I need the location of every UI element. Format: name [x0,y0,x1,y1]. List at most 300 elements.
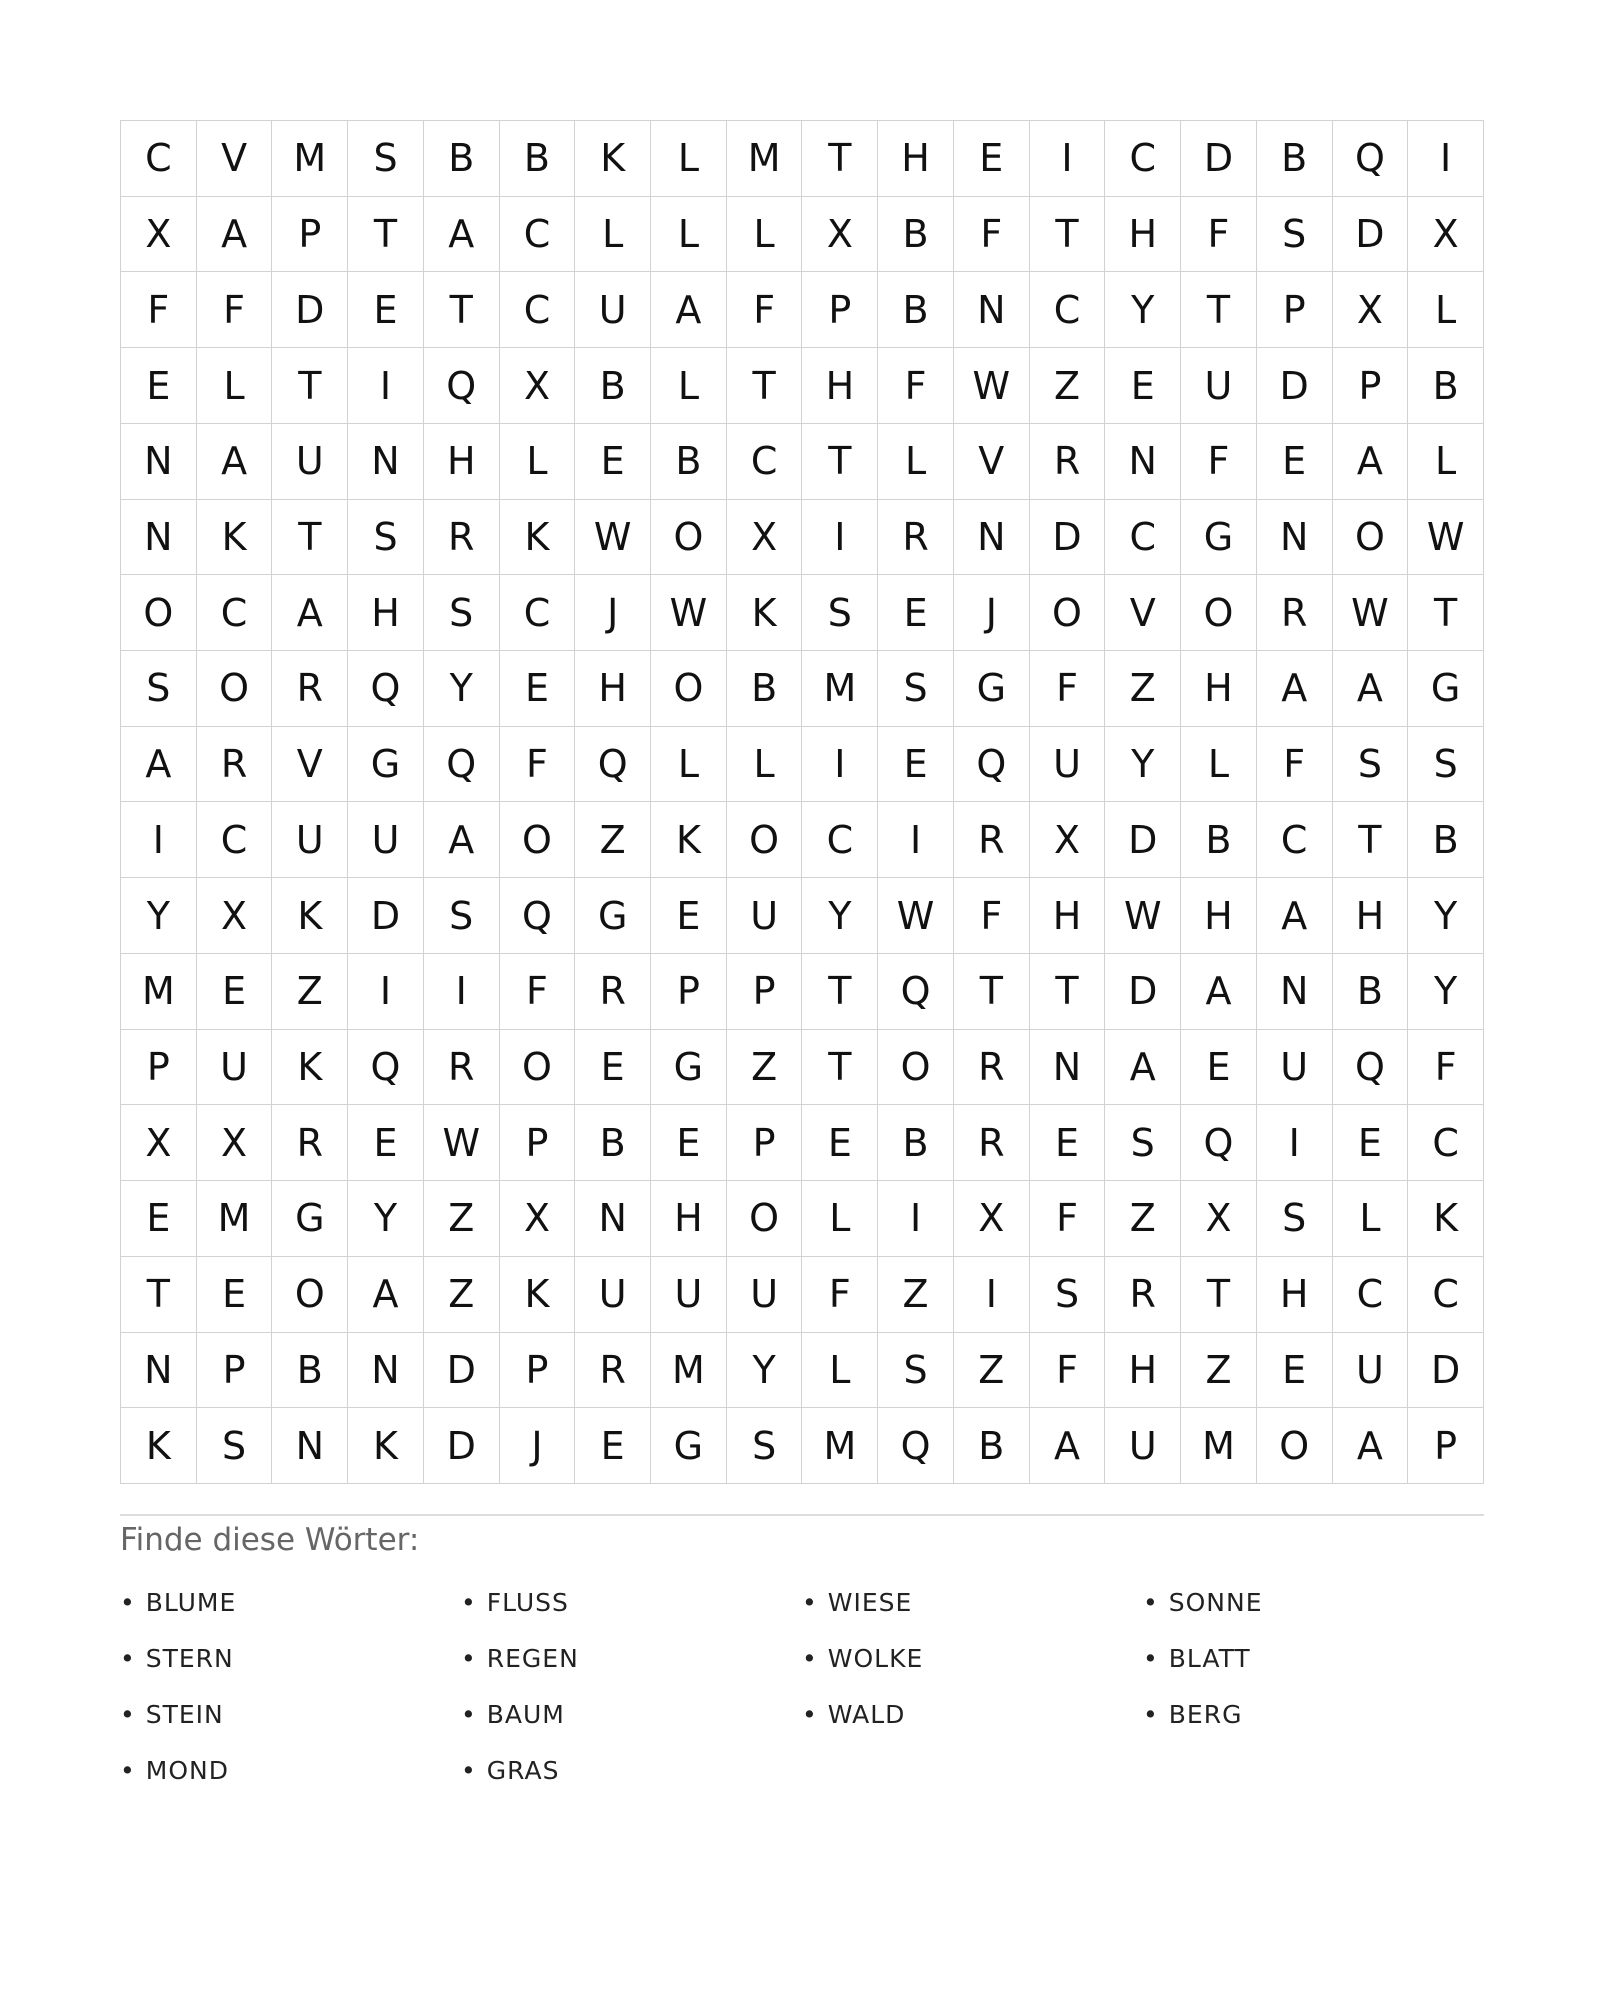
grid-cell[interactable]: K [575,121,651,197]
grid-cell[interactable]: F [197,272,273,348]
grid-cell[interactable]: N [1105,424,1181,500]
grid-cell[interactable]: Z [575,802,651,878]
grid-cell[interactable]: G [1181,500,1257,576]
grid-cell[interactable]: R [272,1105,348,1181]
grid-cell[interactable]: L [197,348,273,424]
grid-cell[interactable]: B [575,348,651,424]
grid-cell[interactable]: D [1333,197,1409,273]
grid-cell[interactable]: D [272,272,348,348]
grid-cell[interactable]: T [121,1257,197,1333]
grid-cell[interactable]: M [272,121,348,197]
grid-cell[interactable]: O [272,1257,348,1333]
grid-cell[interactable]: O [878,1030,954,1106]
grid-cell[interactable]: E [1333,1105,1409,1181]
grid-cell[interactable]: F [1257,727,1333,803]
grid-cell[interactable]: I [802,727,878,803]
grid-cell[interactable]: U [272,802,348,878]
grid-cell[interactable]: B [878,197,954,273]
grid-cell[interactable]: N [954,272,1030,348]
grid-cell[interactable]: L [651,348,727,424]
grid-cell[interactable]: D [348,878,424,954]
grid-cell[interactable]: A [272,575,348,651]
grid-cell[interactable]: N [1030,1030,1106,1106]
grid-cell[interactable]: A [1333,651,1409,727]
grid-cell[interactable]: Q [575,727,651,803]
grid-cell[interactable]: G [348,727,424,803]
grid-cell[interactable]: V [1105,575,1181,651]
grid-cell[interactable]: P [272,197,348,273]
grid-cell[interactable]: U [1333,1333,1409,1409]
grid-cell[interactable]: C [500,197,576,273]
grid-cell[interactable]: L [878,424,954,500]
grid-cell[interactable]: B [272,1333,348,1409]
grid-cell[interactable]: B [1257,121,1333,197]
grid-cell[interactable]: B [1333,954,1409,1030]
grid-cell[interactable]: D [424,1333,500,1409]
grid-cell[interactable]: U [575,272,651,348]
grid-cell[interactable]: P [500,1105,576,1181]
grid-cell[interactable]: A [348,1257,424,1333]
grid-cell[interactable]: H [1257,1257,1333,1333]
grid-cell[interactable]: A [1333,424,1409,500]
grid-cell[interactable]: W [424,1105,500,1181]
grid-cell[interactable]: P [1257,272,1333,348]
grid-cell[interactable]: S [424,575,500,651]
grid-cell[interactable]: F [1030,651,1106,727]
grid-cell[interactable]: Q [878,954,954,1030]
grid-cell[interactable]: G [651,1408,727,1484]
grid-cell[interactable]: K [121,1408,197,1484]
grid-cell[interactable]: E [348,272,424,348]
grid-cell[interactable]: N [121,500,197,576]
grid-cell[interactable]: F [802,1257,878,1333]
grid-cell[interactable]: T [954,954,1030,1030]
grid-cell[interactable]: R [575,1333,651,1409]
grid-cell[interactable]: G [575,878,651,954]
grid-cell[interactable]: K [500,500,576,576]
grid-cell[interactable]: Y [1105,727,1181,803]
grid-cell[interactable]: S [1408,727,1484,803]
grid-cell[interactable]: B [1408,802,1484,878]
grid-cell[interactable]: Y [1408,878,1484,954]
grid-cell[interactable]: L [500,424,576,500]
grid-cell[interactable]: G [1408,651,1484,727]
grid-cell[interactable]: H [348,575,424,651]
grid-cell[interactable]: W [575,500,651,576]
grid-cell[interactable]: N [121,424,197,500]
grid-cell[interactable]: B [1181,802,1257,878]
grid-cell[interactable]: Q [348,1030,424,1106]
grid-cell[interactable]: D [1257,348,1333,424]
grid-cell[interactable]: N [348,1333,424,1409]
grid-cell[interactable]: D [1181,121,1257,197]
grid-cell[interactable]: E [348,1105,424,1181]
grid-cell[interactable]: C [1257,802,1333,878]
grid-cell[interactable]: Q [348,651,424,727]
grid-cell[interactable]: E [1257,1333,1333,1409]
grid-cell[interactable]: Y [727,1333,803,1409]
grid-cell[interactable]: T [1030,954,1106,1030]
grid-cell[interactable]: E [1257,424,1333,500]
grid-cell[interactable]: P [197,1333,273,1409]
grid-cell[interactable]: T [1030,197,1106,273]
grid-cell[interactable]: M [727,121,803,197]
grid-cell[interactable]: T [802,424,878,500]
grid-cell[interactable]: S [1257,197,1333,273]
grid-cell[interactable]: S [878,1333,954,1409]
grid-cell[interactable]: L [802,1333,878,1409]
grid-cell[interactable]: U [727,1257,803,1333]
grid-cell[interactable]: X [1408,197,1484,273]
grid-cell[interactable]: F [878,348,954,424]
grid-cell[interactable]: I [878,1181,954,1257]
grid-cell[interactable]: A [197,197,273,273]
grid-cell[interactable]: T [1181,272,1257,348]
grid-cell[interactable]: A [197,424,273,500]
grid-cell[interactable]: O [651,651,727,727]
grid-cell[interactable]: R [575,954,651,1030]
grid-cell[interactable]: O [500,1030,576,1106]
grid-cell[interactable]: O [1181,575,1257,651]
grid-cell[interactable]: W [954,348,1030,424]
grid-cell[interactable]: E [1181,1030,1257,1106]
grid-cell[interactable]: C [1408,1257,1484,1333]
grid-cell[interactable]: Z [424,1257,500,1333]
grid-cell[interactable]: K [348,1408,424,1484]
grid-cell[interactable]: Z [424,1181,500,1257]
grid-cell[interactable]: S [121,651,197,727]
grid-cell[interactable]: S [197,1408,273,1484]
grid-cell[interactable]: K [272,1030,348,1106]
grid-cell[interactable]: G [954,651,1030,727]
grid-cell[interactable]: J [500,1408,576,1484]
grid-cell[interactable]: Z [878,1257,954,1333]
grid-cell[interactable]: A [1030,1408,1106,1484]
grid-cell[interactable]: P [727,954,803,1030]
grid-cell[interactable]: D [1408,1333,1484,1409]
grid-cell[interactable]: R [1105,1257,1181,1333]
grid-cell[interactable]: L [727,197,803,273]
grid-cell[interactable]: A [1257,878,1333,954]
grid-cell[interactable]: H [1181,651,1257,727]
grid-cell[interactable]: H [1105,197,1181,273]
grid-cell[interactable]: R [954,1030,1030,1106]
grid-cell[interactable]: K [1408,1181,1484,1257]
grid-cell[interactable]: P [500,1333,576,1409]
grid-cell[interactable]: F [1030,1333,1106,1409]
grid-cell[interactable]: U [1030,727,1106,803]
grid-cell[interactable]: R [1257,575,1333,651]
grid-cell[interactable]: Q [1181,1105,1257,1181]
grid-cell[interactable]: E [575,1030,651,1106]
grid-cell[interactable]: O [1030,575,1106,651]
grid-cell[interactable]: K [651,802,727,878]
grid-cell[interactable]: C [802,802,878,878]
grid-cell[interactable]: N [121,1333,197,1409]
grid-cell[interactable]: U [197,1030,273,1106]
grid-cell[interactable]: U [348,802,424,878]
grid-cell[interactable]: H [1333,878,1409,954]
grid-cell[interactable]: L [1408,272,1484,348]
grid-cell[interactable]: H [1105,1333,1181,1409]
grid-cell[interactable]: S [878,651,954,727]
grid-cell[interactable]: I [878,802,954,878]
grid-cell[interactable]: F [1030,1181,1106,1257]
grid-cell[interactable]: I [121,802,197,878]
grid-cell[interactable]: C [197,575,273,651]
grid-cell[interactable]: S [727,1408,803,1484]
grid-cell[interactable]: Z [272,954,348,1030]
grid-cell[interactable]: F [954,878,1030,954]
grid-cell[interactable]: T [1408,575,1484,651]
grid-cell[interactable]: N [954,500,1030,576]
grid-cell[interactable]: K [272,878,348,954]
grid-cell[interactable]: Z [1105,651,1181,727]
grid-cell[interactable]: E [575,424,651,500]
grid-cell[interactable]: Q [1333,121,1409,197]
grid-cell[interactable]: D [1030,500,1106,576]
grid-cell[interactable]: Q [500,878,576,954]
grid-cell[interactable]: R [197,727,273,803]
grid-cell[interactable]: Q [1333,1030,1409,1106]
grid-cell[interactable]: M [197,1181,273,1257]
grid-cell[interactable]: A [424,802,500,878]
grid-cell[interactable]: L [727,727,803,803]
grid-cell[interactable]: S [1257,1181,1333,1257]
grid-cell[interactable]: P [651,954,727,1030]
grid-cell[interactable]: W [1105,878,1181,954]
grid-cell[interactable]: A [424,197,500,273]
grid-cell[interactable]: X [121,1105,197,1181]
grid-cell[interactable]: C [500,272,576,348]
grid-cell[interactable]: M [651,1333,727,1409]
grid-cell[interactable]: I [1257,1105,1333,1181]
grid-cell[interactable]: E [802,1105,878,1181]
grid-cell[interactable]: I [348,348,424,424]
grid-cell[interactable]: C [1408,1105,1484,1181]
grid-cell[interactable]: F [500,954,576,1030]
grid-cell[interactable]: Q [878,1408,954,1484]
grid-cell[interactable]: E [121,1181,197,1257]
grid-cell[interactable]: O [727,802,803,878]
grid-cell[interactable]: G [651,1030,727,1106]
grid-cell[interactable]: X [954,1181,1030,1257]
grid-cell[interactable]: C [121,121,197,197]
grid-cell[interactable]: T [424,272,500,348]
grid-cell[interactable]: O [121,575,197,651]
grid-cell[interactable]: U [727,878,803,954]
grid-cell[interactable]: E [500,651,576,727]
grid-cell[interactable]: O [1333,500,1409,576]
grid-cell[interactable]: C [197,802,273,878]
grid-cell[interactable]: C [500,575,576,651]
grid-cell[interactable]: F [121,272,197,348]
grid-cell[interactable]: E [1030,1105,1106,1181]
grid-cell[interactable]: S [802,575,878,651]
grid-cell[interactable]: P [1408,1408,1484,1484]
grid-cell[interactable]: C [727,424,803,500]
grid-cell[interactable]: M [802,651,878,727]
grid-cell[interactable]: I [954,1257,1030,1333]
grid-cell[interactable]: U [272,424,348,500]
grid-cell[interactable]: T [1333,802,1409,878]
grid-cell[interactable]: H [878,121,954,197]
grid-cell[interactable]: U [1105,1408,1181,1484]
grid-cell[interactable]: V [272,727,348,803]
grid-cell[interactable]: F [1181,197,1257,273]
grid-cell[interactable]: O [727,1181,803,1257]
grid-cell[interactable]: E [651,878,727,954]
grid-cell[interactable]: R [424,1030,500,1106]
grid-cell[interactable]: X [121,197,197,273]
grid-cell[interactable]: X [197,1105,273,1181]
grid-cell[interactable]: E [121,348,197,424]
grid-cell[interactable]: A [1105,1030,1181,1106]
grid-cell[interactable]: Z [954,1333,1030,1409]
grid-cell[interactable]: D [1105,802,1181,878]
grid-cell[interactable]: O [651,500,727,576]
grid-cell[interactable]: Z [1105,1181,1181,1257]
grid-cell[interactable]: E [197,954,273,1030]
grid-cell[interactable]: K [197,500,273,576]
grid-cell[interactable]: N [348,424,424,500]
grid-cell[interactable]: W [1333,575,1409,651]
grid-cell[interactable]: Y [1105,272,1181,348]
grid-cell[interactable]: K [727,575,803,651]
grid-cell[interactable]: H [424,424,500,500]
grid-cell[interactable]: O [500,802,576,878]
grid-cell[interactable]: X [197,878,273,954]
grid-cell[interactable]: I [1408,121,1484,197]
grid-cell[interactable]: E [954,121,1030,197]
grid-cell[interactable]: D [1105,954,1181,1030]
grid-cell[interactable]: M [802,1408,878,1484]
grid-cell[interactable]: P [121,1030,197,1106]
grid-cell[interactable]: L [802,1181,878,1257]
grid-cell[interactable]: B [500,121,576,197]
grid-cell[interactable]: M [121,954,197,1030]
grid-cell[interactable]: H [575,651,651,727]
grid-cell[interactable]: X [802,197,878,273]
grid-cell[interactable]: B [878,272,954,348]
grid-cell[interactable]: L [651,121,727,197]
grid-cell[interactable]: B [575,1105,651,1181]
grid-cell[interactable]: F [1408,1030,1484,1106]
grid-cell[interactable]: F [500,727,576,803]
grid-cell[interactable]: Q [954,727,1030,803]
grid-cell[interactable]: U [1181,348,1257,424]
grid-cell[interactable]: D [424,1408,500,1484]
grid-cell[interactable]: O [1257,1408,1333,1484]
grid-cell[interactable]: F [1181,424,1257,500]
grid-cell[interactable]: S [424,878,500,954]
grid-cell[interactable]: C [1030,272,1106,348]
grid-cell[interactable]: T [272,348,348,424]
grid-cell[interactable]: I [348,954,424,1030]
grid-cell[interactable]: S [1105,1105,1181,1181]
grid-cell[interactable]: P [727,1105,803,1181]
grid-cell[interactable]: O [197,651,273,727]
grid-cell[interactable]: F [954,197,1030,273]
grid-cell[interactable]: R [272,651,348,727]
grid-cell[interactable]: X [500,348,576,424]
grid-cell[interactable]: Z [1181,1333,1257,1409]
grid-cell[interactable]: I [802,500,878,576]
grid-cell[interactable]: H [802,348,878,424]
grid-cell[interactable]: L [651,727,727,803]
grid-cell[interactable]: A [651,272,727,348]
grid-cell[interactable]: B [878,1105,954,1181]
grid-cell[interactable]: N [272,1408,348,1484]
grid-cell[interactable]: Y [424,651,500,727]
grid-cell[interactable]: C [1333,1257,1409,1333]
grid-cell[interactable]: J [575,575,651,651]
grid-cell[interactable]: B [954,1408,1030,1484]
grid-cell[interactable]: X [727,500,803,576]
grid-cell[interactable]: B [651,424,727,500]
grid-cell[interactable]: U [575,1257,651,1333]
grid-cell[interactable]: I [1030,121,1106,197]
grid-cell[interactable]: T [272,500,348,576]
grid-cell[interactable]: W [651,575,727,651]
grid-cell[interactable]: M [1181,1408,1257,1484]
grid-cell[interactable]: Y [1408,954,1484,1030]
grid-cell[interactable]: L [1181,727,1257,803]
grid-cell[interactable]: Q [424,727,500,803]
grid-cell[interactable]: P [802,272,878,348]
grid-cell[interactable]: Y [121,878,197,954]
grid-cell[interactable]: U [651,1257,727,1333]
grid-cell[interactable]: R [424,500,500,576]
grid-cell[interactable]: Y [348,1181,424,1257]
grid-cell[interactable]: K [500,1257,576,1333]
grid-cell[interactable]: V [197,121,273,197]
grid-cell[interactable]: B [727,651,803,727]
grid-cell[interactable]: V [954,424,1030,500]
grid-cell[interactable]: T [348,197,424,273]
grid-cell[interactable]: H [1181,878,1257,954]
grid-cell[interactable]: N [1257,954,1333,1030]
grid-cell[interactable]: F [727,272,803,348]
grid-cell[interactable]: X [1333,272,1409,348]
grid-cell[interactable]: R [1030,424,1106,500]
grid-cell[interactable]: Y [802,878,878,954]
grid-cell[interactable]: B [1408,348,1484,424]
grid-cell[interactable]: N [1257,500,1333,576]
grid-cell[interactable]: T [1181,1257,1257,1333]
grid-cell[interactable]: E [575,1408,651,1484]
grid-cell[interactable]: T [727,348,803,424]
grid-cell[interactable]: X [1181,1181,1257,1257]
grid-cell[interactable]: S [348,121,424,197]
grid-cell[interactable]: R [878,500,954,576]
grid-cell[interactable]: Q [424,348,500,424]
grid-cell[interactable]: X [500,1181,576,1257]
grid-cell[interactable]: W [878,878,954,954]
grid-cell[interactable]: B [424,121,500,197]
grid-cell[interactable]: Z [1030,348,1106,424]
grid-cell[interactable]: A [1181,954,1257,1030]
grid-cell[interactable]: E [1105,348,1181,424]
grid-cell[interactable]: I [424,954,500,1030]
grid-cell[interactable]: H [651,1181,727,1257]
grid-cell[interactable]: S [1333,727,1409,803]
grid-cell[interactable]: P [1333,348,1409,424]
grid-cell[interactable]: R [954,1105,1030,1181]
grid-cell[interactable]: T [802,1030,878,1106]
grid-cell[interactable]: E [878,727,954,803]
grid-cell[interactable]: W [1408,500,1484,576]
